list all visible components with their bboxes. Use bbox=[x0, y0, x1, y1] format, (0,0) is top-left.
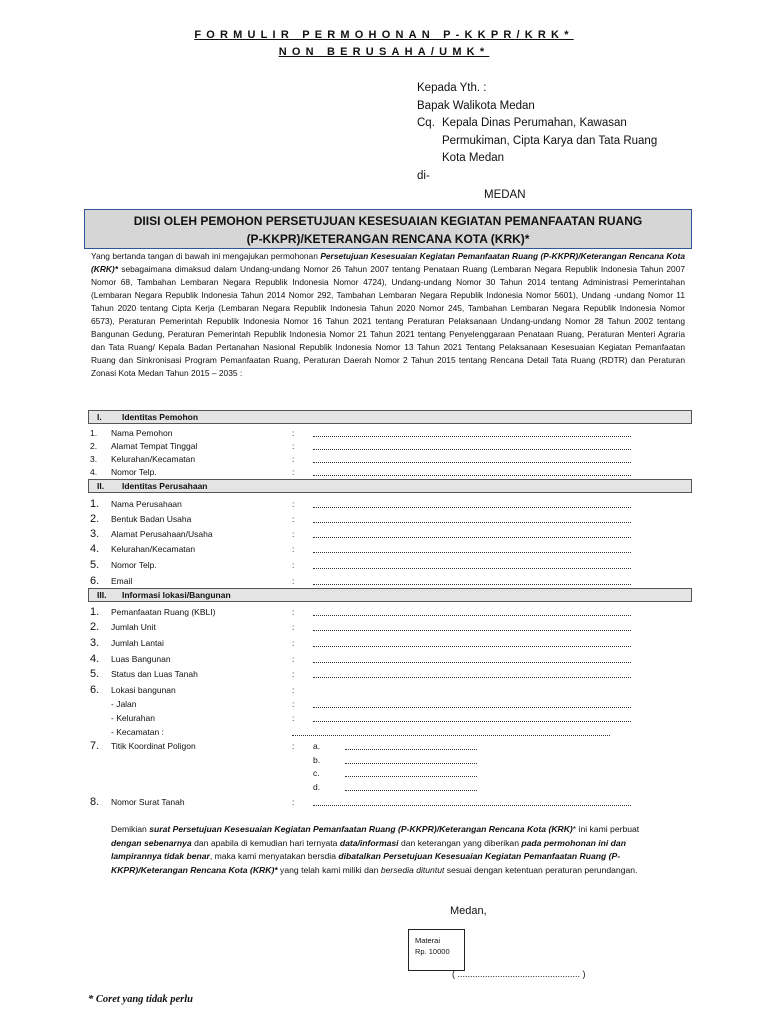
field-jalan bbox=[0, 697, 768, 711]
field-kelurahan-kecamatan bbox=[0, 452, 768, 466]
field-number: 3. bbox=[90, 637, 100, 649]
field-label: Nomor Telp. bbox=[111, 467, 157, 477]
form-title-line2: NON BERUSAHA/UMK* bbox=[278, 46, 490, 58]
field-colon: : bbox=[292, 741, 295, 751]
coord-letter: b. bbox=[313, 755, 321, 765]
materai-box bbox=[408, 929, 465, 971]
fill-line[interactable] bbox=[292, 735, 610, 736]
intro-emphasis: Persetujuan Kesesuaian Kegiatan Pemanfaatan Ruang (P-KKPR)/Keterangan Rencana Kota (KRK)* bbox=[91, 251, 685, 274]
closing-text: Demikian bbox=[111, 824, 147, 834]
address-cq bbox=[417, 115, 657, 168]
field-label: Jumlah Lantai bbox=[111, 638, 164, 648]
field-number: 2. bbox=[90, 441, 98, 451]
field-colon: : bbox=[292, 529, 295, 539]
field-label: Luas Bangunan bbox=[111, 654, 171, 664]
field-number: 4. bbox=[90, 543, 100, 555]
field-label: - Kelurahan bbox=[111, 713, 155, 723]
field-colon: : bbox=[292, 560, 295, 570]
field-number: 1. bbox=[90, 498, 100, 510]
field-number: 6. bbox=[90, 575, 100, 587]
coord-fill-line[interactable] bbox=[345, 749, 477, 750]
closing-text: yang telah kami miliki dan bbox=[280, 864, 379, 875]
closing-paragraph bbox=[111, 823, 671, 877]
fill-line[interactable] bbox=[313, 449, 631, 450]
coord-letter: a. bbox=[313, 741, 321, 751]
fill-line[interactable] bbox=[313, 552, 631, 553]
field-colon: : bbox=[292, 699, 295, 709]
section-label: Informasi lokasi/Bangunan bbox=[122, 590, 231, 600]
closing-emphasis: surat Persetujuan Kesesuaian Kegiatan Pemanfaatan Ruang (P-KKPR)/Keterangan Rencana Kota (KRK) bbox=[149, 824, 573, 834]
field-number: 1. bbox=[90, 428, 98, 438]
field-number: 3. bbox=[90, 528, 100, 540]
form-title bbox=[0, 29, 768, 41]
field-colon: : bbox=[292, 576, 295, 586]
field-number: 5. bbox=[90, 559, 100, 571]
field-number: 7. bbox=[90, 740, 100, 752]
field-number: 2. bbox=[90, 621, 100, 633]
field-label: Kelurahan/Kecamatan bbox=[111, 544, 196, 554]
field-nama-perusahaan bbox=[0, 497, 768, 511]
field-number: 3. bbox=[90, 454, 98, 464]
field-number: 1. bbox=[90, 606, 100, 618]
closing-emphasis: dibatalkan Persetujuan Kesesuaian Kegiatan Pemanfaatan Ruang (P-KKPR)/Keterangan Rencana Kota (KRK)* bbox=[111, 851, 621, 875]
closing-emphasis: data/informasi bbox=[339, 837, 399, 848]
field-colon: : bbox=[292, 797, 295, 807]
fill-line[interactable] bbox=[313, 568, 631, 569]
field-colon: : bbox=[292, 544, 295, 554]
field-pemanfaatan-ruang bbox=[0, 605, 768, 619]
field-koordinat-c bbox=[0, 766, 768, 780]
field-label: Bentuk Badan Usaha bbox=[111, 514, 192, 524]
coord-letter: c. bbox=[313, 768, 320, 778]
address-city: MEDAN bbox=[484, 189, 526, 201]
field-label: Nomor Surat Tanah bbox=[111, 797, 185, 807]
field-alamat-tempat-tinggal bbox=[0, 439, 768, 453]
field-number: 8. bbox=[90, 796, 100, 808]
field-colon: : bbox=[292, 713, 295, 723]
field-colon: : bbox=[292, 607, 295, 617]
field-colon: : bbox=[292, 685, 295, 695]
fill-line[interactable] bbox=[313, 662, 631, 663]
fill-line[interactable] bbox=[313, 707, 631, 708]
section-number: III. bbox=[97, 590, 107, 600]
field-label: Kelurahan/Kecamatan bbox=[111, 454, 196, 464]
field-kelurahan-kecamatan-perusahaan bbox=[0, 542, 768, 556]
field-number: 4. bbox=[90, 653, 100, 665]
fill-line[interactable] bbox=[313, 507, 631, 508]
field-colon: : bbox=[292, 428, 295, 438]
field-label: Nama Perusahaan bbox=[111, 499, 182, 509]
field-number: 5. bbox=[90, 668, 100, 680]
field-label: Status dan Luas Tanah bbox=[111, 669, 198, 679]
field-colon: : bbox=[292, 467, 295, 477]
signature-name-line[interactable]: ( ................................................. ) bbox=[452, 969, 586, 979]
field-jumlah-unit bbox=[0, 620, 768, 634]
field-label: Pemanfaatan Ruang (KBLI) bbox=[111, 607, 216, 617]
field-nomor-telp bbox=[0, 465, 768, 479]
banner-line1: DIISI OLEH PEMOHON PERSETUJUAN KESESUAIAN KEGIATAN PEMANFAATAN RUANG bbox=[133, 214, 643, 228]
closing-text: dan apabila di kemudian hari ternyata bbox=[194, 837, 338, 848]
form-subtitle bbox=[0, 46, 768, 58]
materai-label: Materai bbox=[415, 936, 441, 945]
field-label: - Jalan bbox=[111, 699, 137, 709]
section-identitas-pemohon bbox=[88, 410, 692, 424]
field-nomor-surat-tanah bbox=[0, 795, 768, 809]
address-block bbox=[417, 80, 657, 185]
fill-line[interactable] bbox=[313, 436, 631, 437]
field-number: 4. bbox=[90, 467, 98, 477]
fill-line[interactable] bbox=[313, 537, 631, 538]
field-colon: : bbox=[292, 622, 295, 632]
materai-value: Rp. 10000 bbox=[415, 947, 450, 956]
field-nomor-telp-perusahaan bbox=[0, 558, 768, 572]
field-colon: : bbox=[292, 654, 295, 664]
field-titik-koordinat bbox=[0, 739, 768, 753]
coord-fill-line[interactable] bbox=[345, 790, 477, 791]
section-informasi-lokasi bbox=[88, 588, 692, 602]
signature-city-date: Medan, bbox=[450, 905, 487, 917]
section-number: II. bbox=[97, 481, 105, 491]
closing-emphasis: dengan sebenarnya bbox=[111, 837, 192, 848]
fill-line[interactable] bbox=[313, 522, 631, 523]
field-bentuk-badan-usaha bbox=[0, 512, 768, 526]
field-colon: : bbox=[292, 454, 295, 464]
field-label: - Kecamatan : bbox=[111, 727, 164, 737]
footnote: * Coret yang tidak perlu bbox=[88, 994, 194, 1005]
form-banner bbox=[84, 209, 692, 249]
closing-text: * ini kami perbuat bbox=[572, 824, 640, 834]
address-di: di- bbox=[417, 169, 430, 182]
field-colon: : bbox=[292, 638, 295, 648]
field-colon: : bbox=[292, 441, 295, 451]
address-cq-line: Permukiman, Cipta Karya dan Tata Ruang bbox=[442, 134, 658, 147]
field-colon: : bbox=[292, 514, 295, 524]
banner-line2: (P-KKPR)/KETERANGAN RENCANA KOTA (KRK)* bbox=[246, 232, 530, 246]
coord-letter: d. bbox=[313, 782, 321, 792]
fill-line[interactable] bbox=[313, 584, 631, 585]
field-number: 6. bbox=[90, 684, 100, 696]
address-recipient: Bapak Walikota Medan bbox=[417, 99, 535, 112]
closing-emphasis: bersedia dituntut bbox=[380, 864, 445, 875]
section-number: I. bbox=[97, 412, 102, 422]
fill-line[interactable] bbox=[313, 805, 631, 806]
coord-fill-line[interactable] bbox=[345, 776, 477, 777]
field-koordinat-b bbox=[0, 753, 768, 767]
field-jumlah-lantai bbox=[0, 636, 768, 650]
field-label: Nomor Telp. bbox=[111, 560, 157, 570]
field-colon: : bbox=[292, 669, 295, 679]
closing-text: sesuai dengan ketentuan peraturan perundangan. bbox=[446, 864, 638, 875]
fill-line[interactable] bbox=[313, 677, 631, 678]
field-kelurahan bbox=[0, 711, 768, 725]
section-label: Identitas Pemohon bbox=[122, 412, 199, 422]
intro-text-rest: sebagaimana dimaksud dalam Undang-undang Nomor 26 Tahun 2007 tentang Penataan Ruang (Lembaran Negara Republik Indonesia Tahun 2007 Nomor 68, Tambahan Lembaran Negara Republik Indonesia Nomor 4724), Undang-undang Nomor 30 Tahun 2014 tentang Administrasi Pemerintahan (Lembaran Negara Republik Indonesia Tahun 2014 Nomor 292, Tambahan Lembaran Negara Republik Indonesia Nomor 5601), Undang -undang Nomor 11 Tahun 2020 tentang Cipta Kerja (Lembaran Negara Republik Indonesia Tahun 2020 Nomor 245, Tambahan Lembaran Negara Republik Indonesia Nomor 6573), Peraturan Pemerintah Republik Indonesia Nomor 16 Tahun 2021 tentang Peraturan Pelaksanaan Undang-undang Nomor 28 Tahun 2002 tentang Bangunan Gedung, Peraturan Pemerintah Republik Indonesia Nomor 21 Tahun 2021 tentang Penyelenggaraan Penataan Ruang, Peraturan Menteri Agraria dan Tata Ruang/ Kepala Badan Pertanahan Nasional Republik Indonesia Nomor 13 Tahun 2021 Tentang Pelaksanaan Kesesuaian Kegiatan Pemanfaatan Ruang dan Sinkronisasi Program Pemanfaatan Ruang, Peraturan Daerah Nomor 2 Tahun 2015 tentang Rencana Detail Tata Ruang (RDTR) dan Peraturan Zonasi Kota Medan Tahun 2015 – 2035 : bbox=[91, 264, 686, 378]
field-label: Nama Pemohon bbox=[111, 428, 173, 438]
field-label: Jumlah Unit bbox=[111, 622, 156, 632]
section-identitas-perusahaan bbox=[88, 479, 692, 493]
coord-fill-line[interactable] bbox=[345, 763, 477, 764]
field-kecamatan bbox=[0, 725, 768, 739]
fill-line[interactable] bbox=[313, 475, 631, 476]
address-cq-lines bbox=[442, 115, 657, 168]
field-label: Email bbox=[111, 576, 133, 586]
closing-emphasis: pada permohonan ini dan lampirannya tidak benar bbox=[111, 837, 626, 861]
field-label: Alamat Tempat Tinggal bbox=[111, 441, 198, 451]
address-cq-line: Kepala Dinas Perumahan, Kawasan bbox=[442, 117, 627, 129]
fill-line[interactable] bbox=[313, 462, 631, 463]
fill-line[interactable] bbox=[313, 646, 631, 647]
closing-text: dan keterangan yang diberikan bbox=[400, 837, 519, 848]
intro-paragraph bbox=[91, 250, 685, 380]
field-label: Lokasi bangunan bbox=[111, 685, 176, 695]
address-cq-line: Kota Medan bbox=[442, 152, 505, 164]
fill-line[interactable] bbox=[313, 615, 631, 616]
field-email bbox=[0, 574, 768, 588]
section-label: Identitas Perusahaan bbox=[122, 481, 208, 491]
closing-text: , maka kami menyatakan bersdia bbox=[209, 851, 336, 861]
fill-line[interactable] bbox=[313, 721, 631, 722]
field-label: Titik Koordinat Poligon bbox=[111, 741, 196, 751]
form-title-line1: FORMULIR PERMOHONAN P-KKPR/KRK* bbox=[194, 29, 574, 41]
field-number: 2. bbox=[90, 513, 100, 525]
field-luas-bangunan bbox=[0, 652, 768, 666]
field-colon: : bbox=[292, 499, 295, 509]
fill-line[interactable] bbox=[313, 630, 631, 631]
field-label: Alamat Perusahaan/Usaha bbox=[111, 529, 213, 539]
field-status-luas-tanah bbox=[0, 667, 768, 681]
field-alamat-perusahaan bbox=[0, 527, 768, 541]
field-lokasi-bangunan bbox=[0, 683, 768, 697]
intro-text: Yang bertanda tangan di bawah ini mengajukan permohonan bbox=[91, 251, 318, 261]
address-kepada: Kepada Yth. : bbox=[417, 82, 487, 94]
field-nama-pemohon bbox=[0, 426, 768, 440]
address-cq-label: Cq. bbox=[417, 117, 435, 129]
field-koordinat-d bbox=[0, 780, 768, 794]
